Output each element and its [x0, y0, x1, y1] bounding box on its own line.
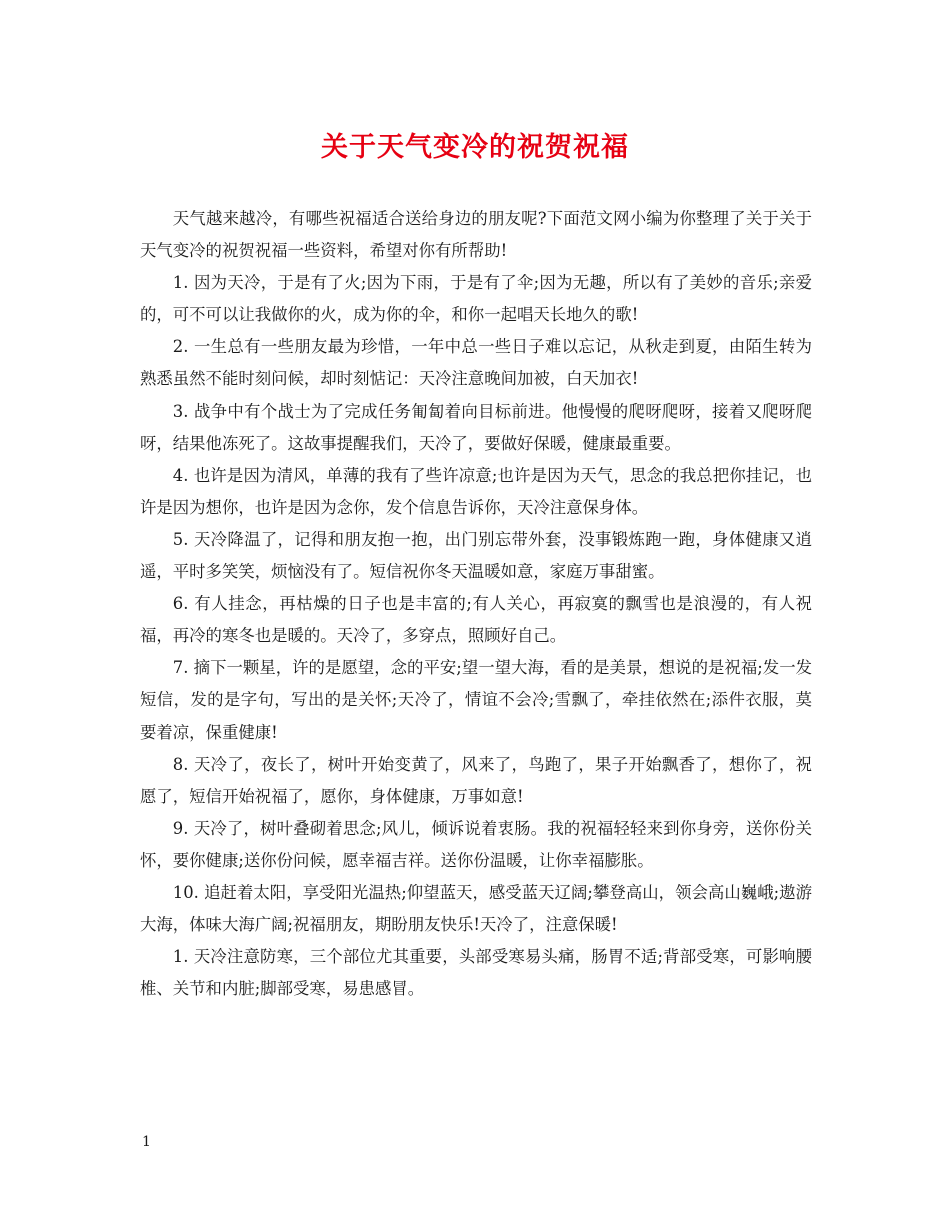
paragraph-item-10: 10. 追赶着太阳，享受阳光温热;仰望蓝天，感受蓝天辽阔;攀登高山，领会高山巍峨;遨游大海，体味大海广阔;祝福朋友，期盼朋友快乐!天冷了，注意保暖! — [140, 882, 812, 935]
paragraph-intro: 天气越来越冷，有哪些祝福适合送给身边的朋友呢?下面范文网小编为你整理了关于关于天气变冷的祝贺祝福一些资料，希望对你有所帮助! — [140, 209, 812, 261]
paragraph-tip-1: 1. 天冷注意防寒，三个部位尤其重要，头部受寒易头痛，肠胃不适;背部受寒，可影响腰椎、关节和内脏;脚部受寒，易患感冒。 — [140, 947, 812, 999]
paragraph-item-4: 4. 也许是因为清风，单薄的我有了些许凉意;也许是因为天气，思念的我总把你挂记，也许是因为想你，也许是因为念你，发个信息告诉你，天冷注意保身体。 — [140, 465, 812, 517]
document-title: 关于天气变冷的祝贺祝福 — [321, 132, 629, 163]
paragraph-item-6: 6. 有人挂念，再枯燥的日子也是丰富的;有人关心，再寂寞的飘雪也是浪漫的，有人祝福，再冷的寒冬也是暖的。天冷了，多穿点，照顾好自己。 — [140, 594, 812, 646]
page-number: 1 — [142, 1134, 151, 1150]
paragraph-item-5: 5. 天冷降温了，记得和朋友抱一抱，出门别忘带外套，没事锻炼跑一跑，身体健康又逍遥，平时多笑笑，烦恼没有了。短信祝你冬天温暖如意，家庭万事甜蜜。 — [140, 529, 812, 582]
paragraph-item-8: 8. 天冷了，夜长了，树叶开始变黄了，风来了，鸟跑了，果子开始飘香了，想你了，祝愿了，短信开始祝福了，愿你，身体健康，万事如意! — [140, 754, 812, 806]
paragraph-item-1: 1. 因为天冷，于是有了火;因为下雨，于是有了伞;因为无趣，所以有了美妙的音乐;亲爱的，可不可以让我做你的火，成为你的伞，和你一起唱天长地久的歌! — [140, 273, 812, 325]
document-body — [140, 203, 812, 1005]
paragraph-item-2: 2. 一生总有一些朋友最为珍惜，一年中总一些日子难以忘记，从秋走到夏，由陌生转为熟悉虽然不能时刻问候，却时刻惦记：天冷注意晚间加被，白天加衣! — [140, 337, 812, 389]
paragraph-item-9: 9. 天冷了，树叶叠砌着思念;风儿，倾诉说着衷肠。我的祝福轻轻来到你身旁，送你份关怀，要你健康;送你份问候，愿幸福吉祥。送你份温暖，让你幸福膨胀。 — [140, 818, 812, 870]
paragraph-item-3: 3. 战争中有个战士为了完成任务匍匐着向目标前进。他慢慢的爬呀爬呀，接着又爬呀爬呀，结果他冻死了。这故事提醒我们，天冷了，要做好保暖，健康最重要。 — [140, 401, 812, 453]
paragraph-item-7: 7. 摘下一颗星，许的是愿望，念的平安;望一望大海，看的是美景，想说的是祝福;发一发短信，发的是字句，写出的是关怀;天冷了，情谊不会冷;雪飘了，牵挂依然在;添件衣服，莫要着凉，保重健康! — [140, 658, 812, 742]
